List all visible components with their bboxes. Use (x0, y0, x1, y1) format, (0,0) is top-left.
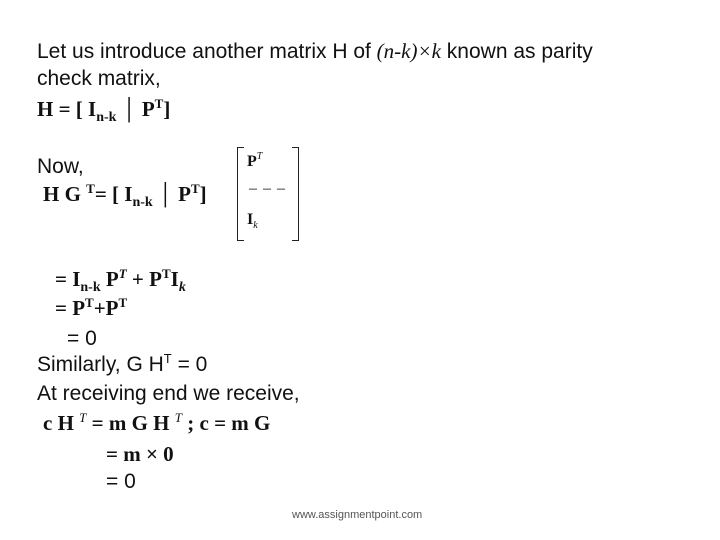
step-zero: = 0 (67, 327, 97, 350)
m-times-zero: = m × 0 (106, 442, 174, 466)
generator-transpose-matrix (237, 147, 299, 239)
h-definition-sub: n-k (96, 110, 117, 125)
matrix-bottom-entry: $I_k$ (247, 211, 258, 231)
step-expand: = $I_{n-k}$ $P^T + P^TI_k$ (55, 266, 186, 295)
similarly-line: Similarly, G $H^T = 0$ (37, 351, 208, 376)
hgt-sub: n-k (132, 195, 153, 210)
h-definition-close: ] (163, 97, 171, 121)
intro-tail: known as parity (440, 40, 593, 63)
intro-line-2: check matrix, (37, 67, 161, 90)
intro-text: Let us introduce another matrix H of (37, 40, 377, 63)
intro-line-1 (37, 38, 593, 65)
hgt-sup: T (190, 181, 200, 196)
hgt-eq: = [ I (94, 182, 133, 206)
h-definition-bar: │ P (116, 97, 155, 121)
matrix-divider: – – – (249, 180, 286, 197)
hgt-close: ] (199, 182, 207, 206)
h-definition (37, 96, 171, 125)
syndrome-equation: c H $^T$ = m G H $^T$ ; c = m G (43, 410, 271, 435)
h-definition-lhs: H = [ I (37, 97, 97, 121)
matrix-right-bracket (292, 147, 299, 241)
receive-line: At receiving end we receive, (37, 382, 300, 405)
step-sum: = $P^T+P^T$ (55, 295, 128, 320)
footer-url: www.assignmentpoint.com (292, 509, 423, 521)
hgt-lhs: H G (43, 182, 87, 206)
final-zero: = 0 (106, 470, 136, 493)
hgt-lhs-sup: T (86, 181, 95, 196)
matrix-left-bracket (237, 147, 244, 241)
matrix-top-entry: $P^T$ (247, 151, 263, 170)
hgt-equation (43, 181, 207, 210)
h-definition-sup: T (154, 96, 164, 111)
now-label: Now, (37, 155, 84, 178)
hgt-bar: │ P (152, 182, 191, 206)
intro-dimension: (n-k)×k (376, 39, 441, 63)
